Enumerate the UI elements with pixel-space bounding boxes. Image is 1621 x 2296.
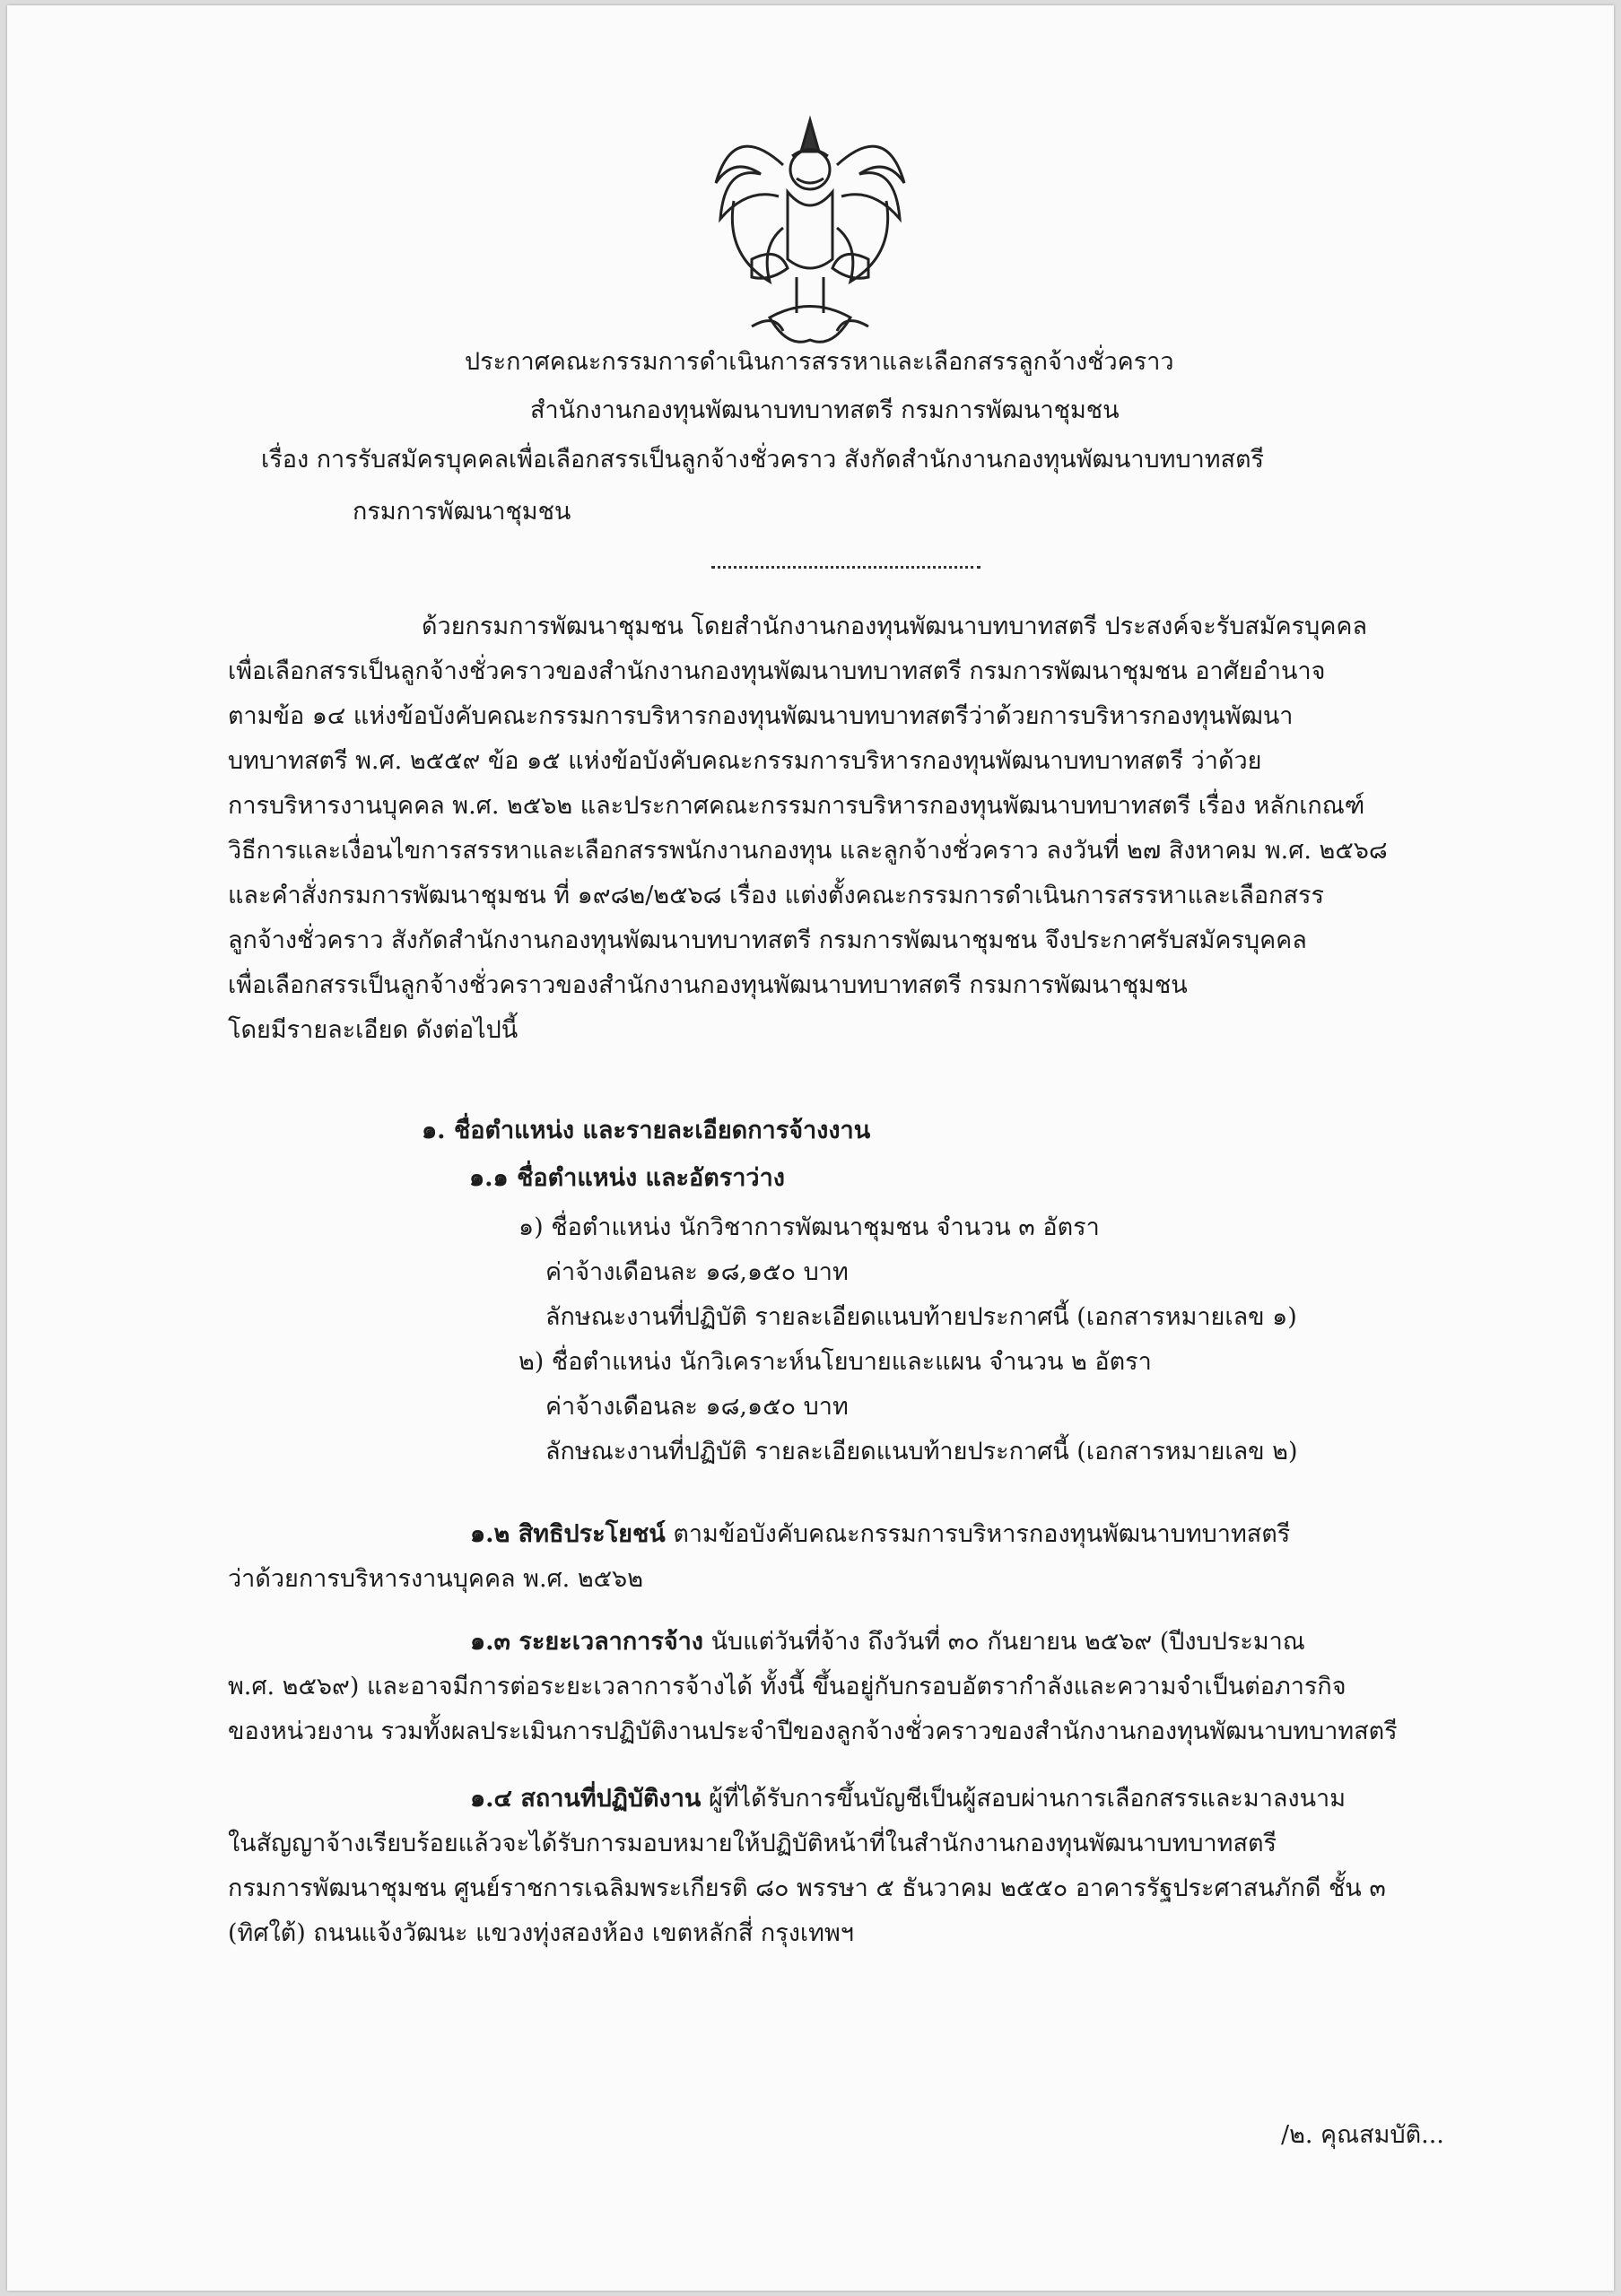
section-1-4-heading: ๑.๔ สถานที่ปฏิบัติงาน: [470, 1785, 702, 1813]
section-1-2-heading: ๑.๒ สิทธิประโยชน์: [470, 1520, 666, 1548]
intro-paragraph: [228, 604, 1388, 1053]
next-page-marker: /๒. คุณสมบัติ...: [1281, 2121, 1444, 2149]
position-1-duty: ลักษณะงานที่ปฏิบัติ รายละเอียดแนบท้ายประกาศนี้ (เอกสารหมายเลข ๑): [545, 1303, 1297, 1331]
section-1-1-title: ๑.๑ ชื่อตำแหน่ง และอัตราว่าง: [469, 1164, 785, 1192]
intro-line: วิธีการและเงื่อนไขการสรรหาและเลือกสรรพนักงานกองทุน และลูกจ้างชั่วคราว ลงวันที่ ๒๗ สิงหาคม พ.ศ. ๒๕๖๘: [228, 837, 1388, 865]
position-2-wage: ค่าจ้างเดือนละ ๑๘,๑๕๐ บาท: [545, 1393, 849, 1421]
intro-line: ลูกจ้างชั่วคราว สังกัดสำนักงานกองทุนพัฒนาบทบาทสตรี กรมการพัฒนาชุมชน จึงประกาศรับสมัครบุคคล: [228, 926, 1307, 954]
garuda-emblem-icon: [698, 102, 922, 362]
intro-line: และคำสั่งกรมการพัฒนาชุมชน ที่ ๑๙๘๒/๒๕๖๘ เรื่อง แต่งตั้งคณะกรรมการดำเนินการสรรหาและเลือกสรร: [228, 882, 1324, 909]
section-1-3-heading: ๑.๓ ระยะเวลาการจ้าง: [470, 1628, 703, 1656]
intro-line: ตามข้อ ๑๔ แห่งข้อบังคับคณะกรรมการบริหารกองทุนพัฒนาบทบาทสตรีว่าด้วยการบริหารกองทุนพัฒนา: [228, 702, 1294, 730]
section-1-3-line: ของหน่วยงาน รวมทั้งผลประเมินการปฏิบัติงานประจำปีของลูกจ้างชั่วคราวของสำนักงานกองทุนพัฒนาบทบาทสตรี: [228, 1718, 1398, 1745]
section-1-3: [228, 1620, 1398, 1754]
section-1-3-line: พ.ศ. ๒๕๖๙) และอาจมีการต่อระยะเวลาการจ้างได้ ทั้งนี้ ขึ้นอยู่กับกรอบอัตรากำลังและความจำเป็นต่อภารกิจ: [228, 1673, 1346, 1700]
header-subject-cont: กรมการพัฒนาชุมชน: [353, 498, 571, 526]
intro-line: การบริหารงานบุคคล พ.ศ. ๒๕๖๒ และประกาศคณะกรรมการบริหารกองทุนพัฒนาบทบาทสตรี เรื่อง หลักเกณฑ์: [228, 792, 1365, 820]
section-1-4-text: ผู้ที่ได้รับการขึ้นบัญชีเป็นผู้สอบผ่านการเลือกสรรและมาลงนาม: [701, 1785, 1346, 1813]
position-1: [519, 1205, 1298, 1474]
header-subject: เรื่อง การรับสมัครบุคคลเพื่อเลือกสรรเป็นลูกจ้างชั่วคราว สังกัดสำนักงานกองทุนพัฒนาบทบาทสตรี: [261, 446, 1265, 474]
section-1-3-text: นับแต่วันที่จ้าง ถึงวันที่ ๓๐ กันยายน ๒๕๖๙ (ปีงบประมาณ: [703, 1628, 1305, 1656]
position-1-name: ๑) ชื่อตำแหน่ง นักวิชาการพัฒนาชุมชน จำนวน ๓ อัตรา: [519, 1213, 1100, 1241]
section-1-2-line: ว่าด้วยการบริหารงานบุคคล พ.ศ. ๒๕๖๒: [228, 1565, 643, 1593]
intro-line: เพื่อเลือกสรรเป็นลูกจ้างชั่วคราวของสำนักงานกองทุนพัฒนาบทบาทสตรี กรมการพัฒนาชุมชน: [228, 971, 1188, 999]
section-1-2-text: ตามข้อบังคับคณะกรรมการบริหารกองทุนพัฒนาบทบาทสตรี: [665, 1520, 1291, 1548]
section-1-4-line: ในสัญญาจ้างเรียบร้อยแล้วจะได้รับการมอบหมายให้ปฏิบัติหน้าที่ในสำนักงานกองทุนพัฒนาบทบาทสตรี: [228, 1830, 1277, 1857]
intro-line: โดยมีรายละเอียด ดังต่อไปนี้: [228, 1016, 519, 1044]
section-1-4: [228, 1777, 1386, 1956]
dotted-divider: [711, 566, 980, 569]
position-2-name: ๒) ชื่อตำแหน่ง นักวิเคราะห์นโยบายและแผน จำนวน ๒ อัตรา: [519, 1348, 1152, 1376]
intro-line: เพื่อเลือกสรรเป็นลูกจ้างชั่วคราวของสำนักงานกองทุนพัฒนาบทบาทสตรี กรมการพัฒนาชุมชน อาศัยอำนาจ: [228, 657, 1326, 685]
document-page: [7, 5, 1614, 2291]
section-1-4-line: กรมการพัฒนาชุมชน ศูนย์ราชการเฉลิมพระเกียรติ ๘๐ พรรษา ๕ ธันวาคม ๒๕๕๐ อาคารรัฐประศาสนภักดี ชั้น ๓: [228, 1874, 1386, 1902]
position-2-duty: ลักษณะงานที่ปฏิบัติ รายละเอียดแนบท้ายประกาศนี้ (เอกสารหมายเลข ๒): [545, 1438, 1298, 1465]
header-line-1: ประกาศคณะกรรมการดำเนินการสรรหาและเลือกสรรลูกจ้างชั่วคราว: [465, 348, 1174, 376]
position-1-wage: ค่าจ้างเดือนละ ๑๘,๑๕๐ บาท: [545, 1258, 849, 1286]
header-line-2: สำนักงานกองทุนพัฒนาบทบาทสตรี กรมการพัฒนาชุมชน: [530, 396, 1120, 424]
section-1-4-line: (ทิศใต้) ถนนแจ้งวัฒนะ แขวงทุ่งสองห้อง เขตหลักสี่ กรุงเทพฯ: [228, 1919, 854, 1947]
section-1-title: ๑. ชื่อตำแหน่ง และรายละเอียดการจ้างงาน: [422, 1117, 871, 1144]
intro-line: ด้วยกรมการพัฒนาชุมชน โดยสำนักงานกองทุนพัฒนาบทบาทสตรี ประสงค์จะรับสมัครบุคคล: [422, 613, 1367, 640]
intro-line: บทบาทสตรี พ.ศ. ๒๕๕๙ ข้อ ๑๕ แห่งข้อบังคับคณะกรรมการบริหารกองทุนพัฒนาบทบาทสตรี ว่าด้วย: [228, 747, 1262, 775]
section-1-2: [228, 1512, 1290, 1602]
